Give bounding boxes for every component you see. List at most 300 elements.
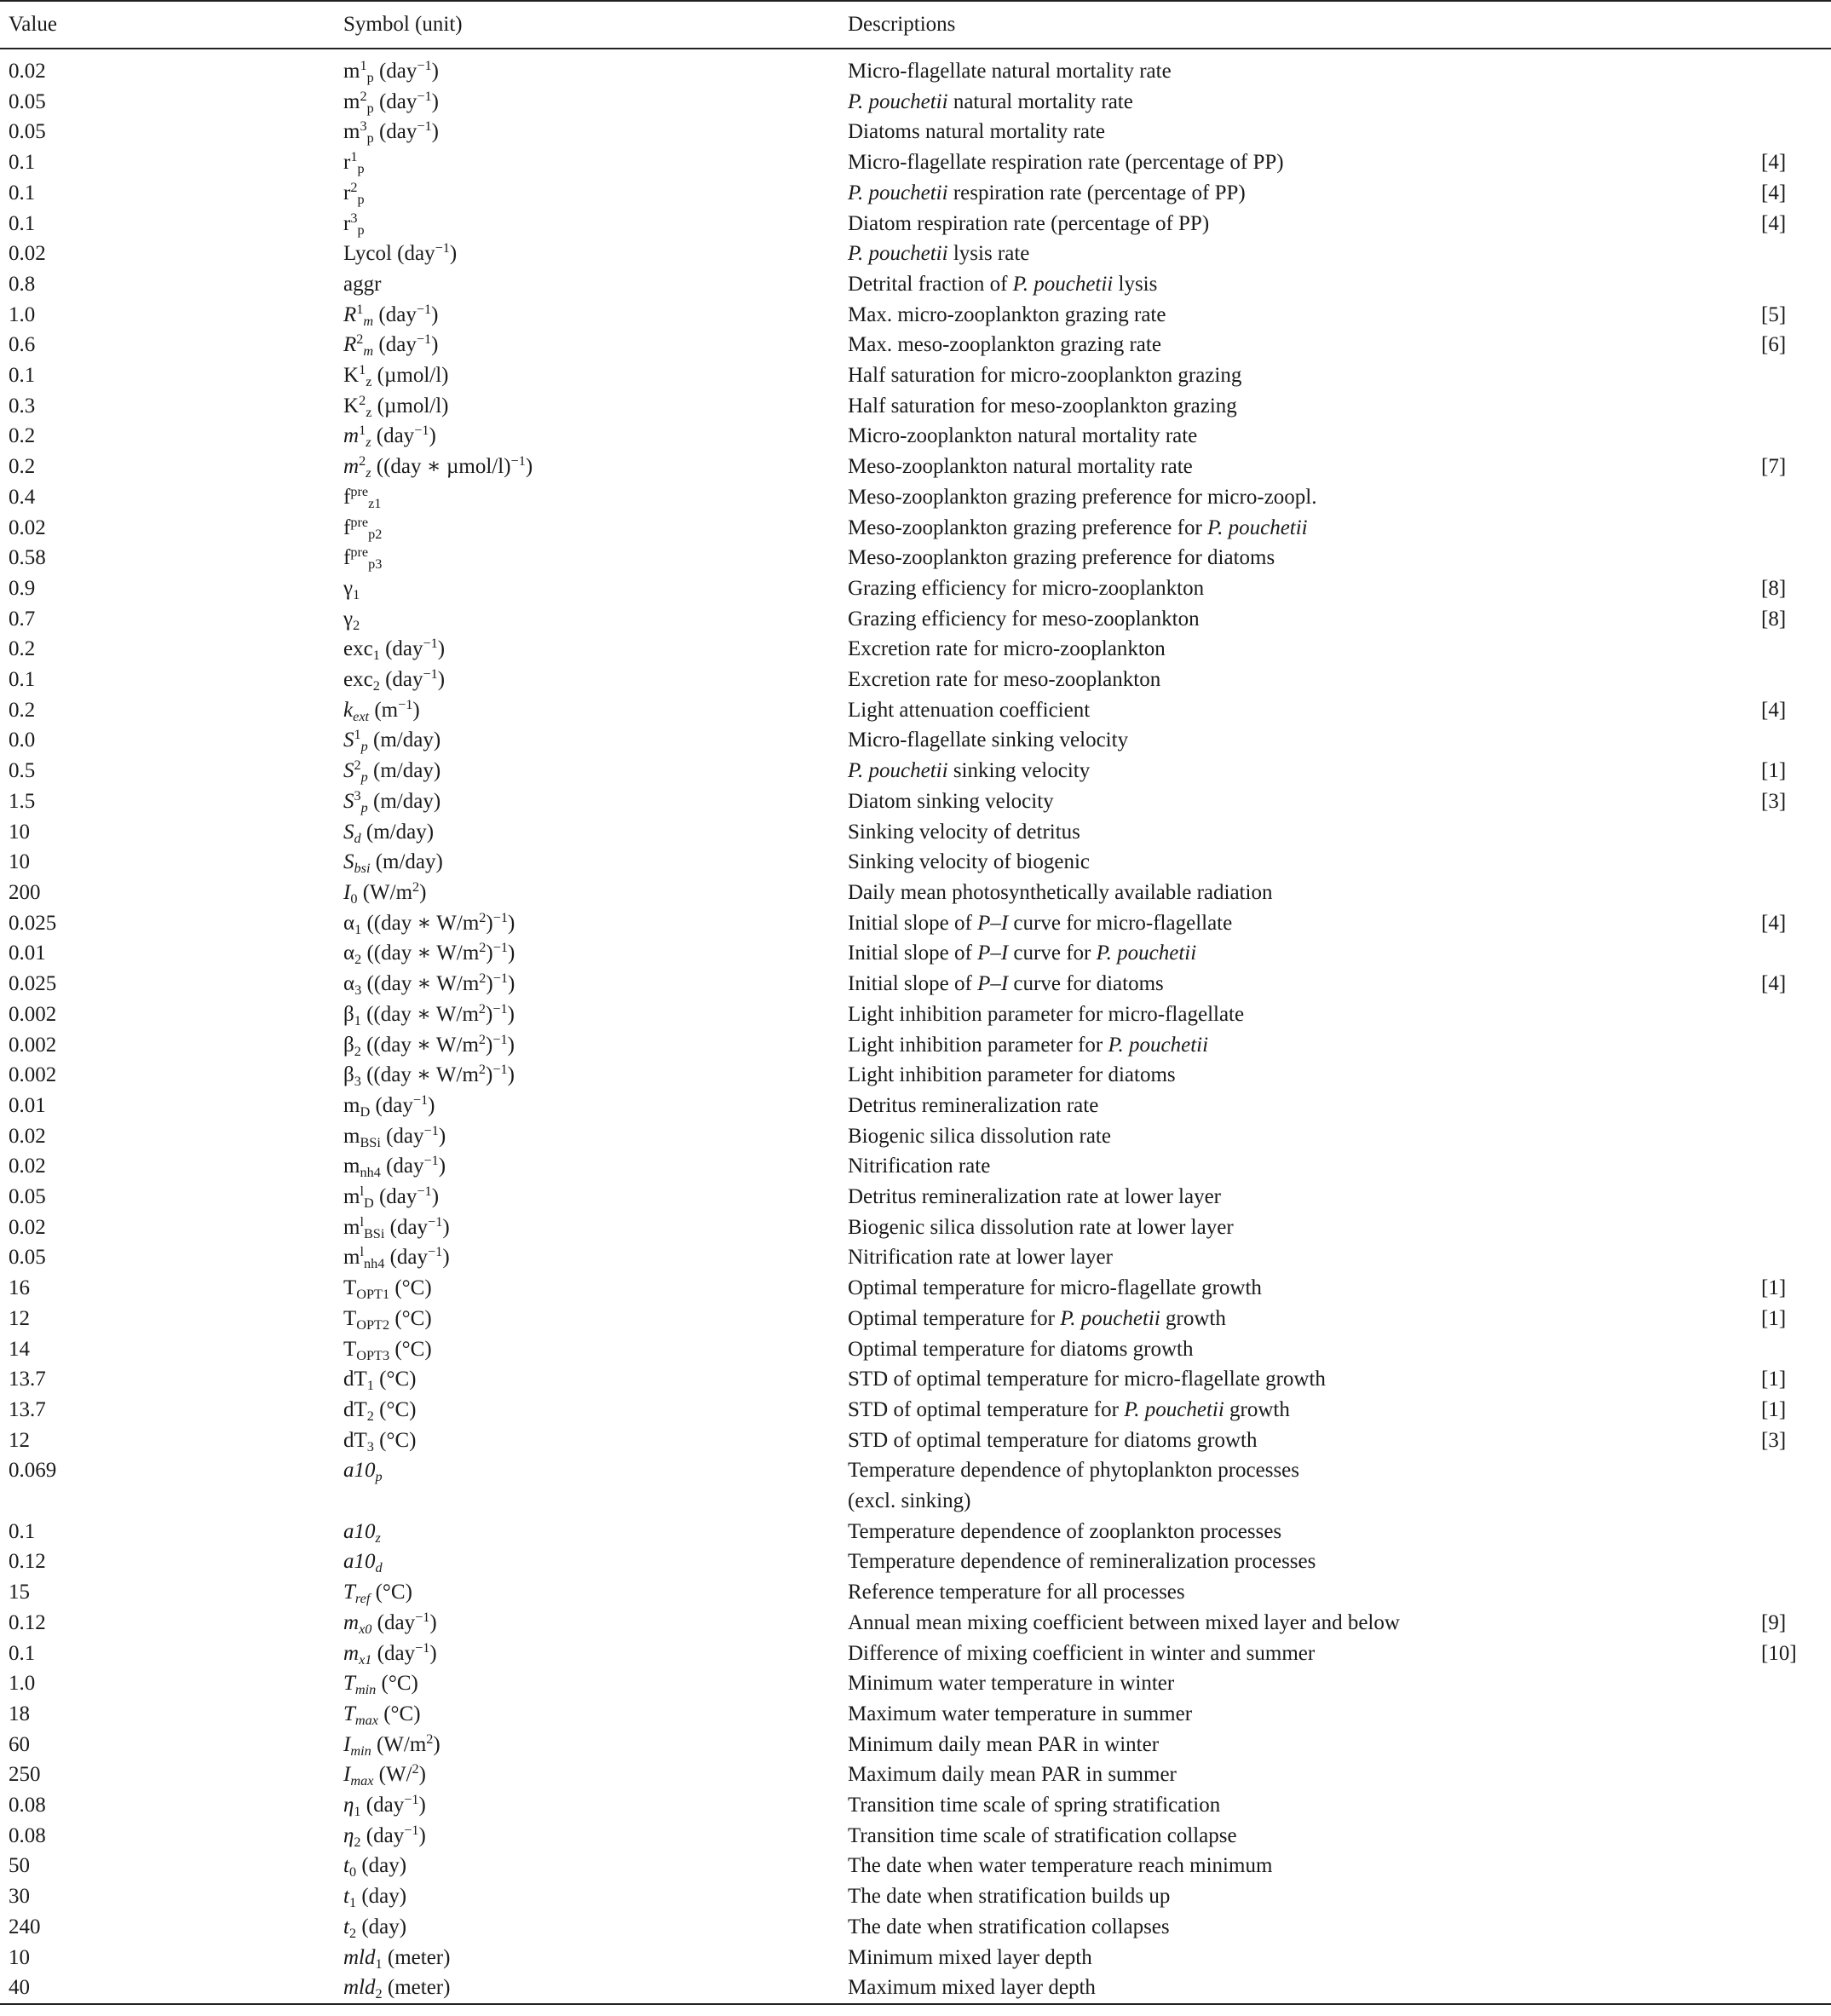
table-row — [0, 1060, 1831, 1091]
table-row — [0, 1973, 1831, 2004]
cell-symbol: $K^1_z$ (µmol/l) — [343, 362, 449, 389]
cell-value: 10 — [9, 1945, 30, 1969]
cell-reference: [4] — [1761, 181, 1787, 204]
cell-symbol: $m_{BSi}$ (day$^{-1}$) — [343, 1122, 446, 1150]
cell-value: 50 — [9, 1854, 30, 1878]
cell-description: Excretion rate for micro-zooplankton — [848, 637, 1166, 661]
cell-reference — [1761, 49, 1831, 87]
table-row — [0, 1851, 1831, 1881]
cell-reference — [1761, 1790, 1831, 1821]
table-row — [0, 421, 1831, 452]
cell-symbol: exc$_2$ (day$^{-1}$) — [343, 666, 446, 694]
cell-symbol: $S_{bsi}$ (m/day) — [343, 850, 443, 877]
cell-symbol: $m_D$ (day$^{-1}$) — [343, 1092, 435, 1120]
cell-reference — [1761, 1060, 1831, 1091]
cell-reference — [1761, 421, 1831, 452]
cell-symbol: mld$_2$ (meter) — [335, 1973, 839, 2004]
cell-reference — [1761, 999, 1831, 1030]
table-row — [0, 1091, 1831, 1121]
cell-symbol: $m_{x0}$ (day$^{-1}$) — [343, 1609, 437, 1637]
cell-symbol: exc$_1$ (day$^{-1}$) — [343, 636, 446, 664]
cell-description: Light attenuation coefficient — [848, 698, 1091, 722]
table-row — [0, 1212, 1831, 1243]
cell-description: STD of optimal temperature for diatoms growth — [848, 1428, 1258, 1452]
cell-symbol: $R^2_m$ (day$^{-1}$) — [343, 331, 439, 360]
cell-symbol: Lycol (day$^{-1}$) — [343, 240, 458, 266]
table-row — [0, 300, 1831, 331]
cell-symbol: $\beta_2$ ((day ∗ $W/m^2)^{-1}$) — [343, 1031, 515, 1059]
cell-reference: [1] — [1761, 1368, 1787, 1391]
table-row — [0, 604, 1831, 635]
cell-description: Detritus remineralization rate at lower layer — [848, 1185, 1221, 1209]
table-row — [0, 1699, 1831, 1730]
cell-value: 0.12 — [9, 1550, 46, 1574]
header-value: Value — [0, 1, 335, 49]
cell-reference: [4] — [1761, 151, 1787, 175]
cell-value: 240 — [9, 1915, 41, 1938]
cell-description: Annual mean mixing coefficient between mixed layer and below — [848, 1610, 1400, 1634]
cell-description: Detrital fraction of P. pouchetii lysis — [848, 272, 1158, 296]
table-row — [0, 391, 1831, 422]
cell-symbol: $r^2_p$ — [343, 179, 365, 207]
cell-value: 0.1 — [9, 211, 36, 235]
cell-symbol: $dT_2$ (°C) — [343, 1397, 417, 1424]
cell-symbol: $\eta_1$ (day$^{-1}$) — [343, 1792, 426, 1819]
cell-symbol: $m^l_D$ (day$^{-1}$) — [343, 1184, 440, 1211]
cell-reference — [1761, 543, 1831, 573]
cell-description: Biogenic silica dissolution rate — [848, 1124, 1111, 1148]
cell-value: 0.1 — [9, 151, 36, 175]
cell-value: 0.3 — [9, 394, 36, 418]
cell-description: The date when stratification collapses — [848, 1915, 1170, 1938]
cell-value: 0.05 — [9, 120, 46, 144]
cell-reference: [9] — [1761, 1610, 1787, 1634]
cell-reference — [1761, 1668, 1831, 1699]
cell-value: 250 — [9, 1763, 41, 1787]
cell-reference — [1761, 817, 1831, 848]
cell-reference — [1761, 1455, 1831, 1516]
cell-description: Temperature dependence of phytoplankton processes (excl. sinking) — [848, 1459, 1299, 1513]
cell-description: Micro-flagellate respiration rate (percentage of PP) — [848, 151, 1284, 175]
cell-reference — [1761, 847, 1831, 878]
table-row — [0, 847, 1831, 878]
table-row — [0, 1577, 1831, 1608]
cell-reference — [1761, 1943, 1831, 1973]
cell-reference: [1] — [1761, 1306, 1787, 1330]
cell-symbol: $t_2$ (day) — [343, 1915, 407, 1941]
cell-symbol: $T_{OPT1}$ (°C) — [343, 1276, 432, 1302]
cell-description: Light inhibition parameter for micro-flagellate — [848, 1002, 1245, 1026]
cell-value: 10 — [9, 850, 30, 874]
cell-value: 12 — [9, 1428, 30, 1452]
header-description: Descriptions — [839, 1, 1761, 49]
cell-description: P. pouchetii sinking velocity — [848, 759, 1091, 783]
cell-description: Minimum daily mean PAR in winter — [848, 1732, 1160, 1756]
cell-description: Sinking velocity of detritus — [848, 820, 1080, 844]
cell-reference: [3] — [1761, 789, 1787, 813]
cell-value: 0.02 — [9, 1215, 46, 1239]
cell-description: Half saturation for meso-zooplankton grazing — [848, 394, 1237, 418]
cell-symbol: $f^{pre}_{z1}$ — [343, 483, 382, 511]
cell-description: Diatom respiration rate (percentage of PP) — [848, 211, 1210, 235]
cell-value: 0.2 — [9, 698, 36, 722]
table-body — [0, 49, 1831, 2004]
table-row — [0, 1030, 1831, 1061]
cell-description: Biogenic silica dissolution rate at lower layer — [848, 1215, 1234, 1239]
cell-symbol: $\eta_2$ (day$^{-1}$) — [343, 1822, 426, 1850]
cell-value: 0.05 — [9, 1185, 46, 1209]
cell-value: 13.7 — [9, 1397, 46, 1421]
table-row — [0, 1730, 1831, 1760]
cell-value: 0.2 — [9, 637, 36, 661]
cell-symbol: $T_{OPT3}$ (°C) — [343, 1337, 432, 1363]
table-row — [0, 1242, 1831, 1273]
cell-reference — [1761, 1881, 1831, 1912]
cell-reference — [1761, 87, 1831, 118]
cell-description: Meso-zooplankton grazing preference for micro-zoopl. — [848, 485, 1317, 509]
cell-value: 0.1 — [9, 1519, 36, 1543]
cell-description: Initial slope of P–I curve for diatoms — [848, 972, 1164, 996]
table-row — [0, 1608, 1831, 1639]
cell-symbol: $\alpha_3$ ((day ∗ $W/m^2)^{-1}$) — [343, 971, 515, 998]
cell-symbol: $a10_d$ — [343, 1550, 383, 1576]
cell-description: P. pouchetii respiration rate (percentage of PP) — [848, 181, 1246, 204]
cell-value: 0.6 — [9, 333, 36, 357]
cell-symbol: $k_{ext}$ $(m^{-1})$ — [343, 696, 420, 724]
cell-value: 0.5 — [9, 759, 36, 783]
table-row — [0, 999, 1831, 1030]
table-row — [0, 1395, 1831, 1426]
cell-description: Maximum water temperature in summer — [848, 1702, 1193, 1725]
cell-reference: [8] — [1761, 576, 1787, 600]
cell-reference — [1761, 665, 1831, 695]
table-row — [0, 756, 1831, 786]
cell-symbol: aggr — [343, 272, 382, 296]
cell-description: Detritus remineralization rate — [848, 1093, 1099, 1117]
cell-value: 40 — [0, 1973, 335, 2004]
cell-symbol: $I_{min}$ $(W/m^2)$ — [343, 1731, 440, 1759]
cell-symbol: $S^2_p$ (m/day) — [343, 757, 441, 786]
cell-value: 1.0 — [9, 1672, 36, 1696]
cell-reference — [1761, 878, 1831, 908]
table-row — [0, 1182, 1831, 1212]
cell-symbol: $K^2_z$ (µmol/l) — [343, 392, 449, 420]
cell-value: 0.2 — [9, 455, 36, 479]
cell-value: 14 — [9, 1337, 30, 1361]
cell-description: Optimal temperature for micro-flagellate growth — [848, 1276, 1262, 1300]
table-row — [0, 1151, 1831, 1182]
cell-description: Diatom sinking velocity — [848, 789, 1054, 813]
table-row — [0, 969, 1831, 999]
cell-value: 0.02 — [9, 516, 46, 539]
cell-value: 0.002 — [9, 1033, 57, 1057]
cell-value: 0.2 — [9, 424, 36, 448]
cell-reference: [5] — [1761, 302, 1787, 326]
cell-symbol: $I_{max}$ (W/$^2$) — [343, 1761, 426, 1789]
cell-description: Optimal temperature for P. pouchetii growth — [848, 1306, 1226, 1330]
cell-value: 0.58 — [9, 546, 46, 570]
cell-reference: [4] — [1761, 211, 1787, 235]
cell-description: Sinking velocity of biogenic — [848, 850, 1090, 874]
cell-description: Meso-zooplankton grazing preference for diatoms — [848, 546, 1275, 570]
cell-reference — [1761, 1121, 1831, 1152]
table-row — [0, 513, 1831, 544]
cell-symbol: $m^1_p$ (day$^{-1}$) — [343, 58, 439, 85]
table-row — [0, 695, 1831, 726]
cell-value: 60 — [9, 1732, 30, 1756]
table-row — [0, 147, 1831, 178]
cell-value: 0.05 — [9, 1246, 46, 1270]
cell-symbol: $a10_z$ — [343, 1519, 381, 1546]
table-row — [0, 1455, 1831, 1516]
cell-description: STD of optimal temperature for micro-flagellate growth — [848, 1368, 1326, 1391]
table-row — [0, 49, 1831, 87]
table-row — [0, 1121, 1831, 1152]
cell-symbol: $r^3_p$ — [343, 210, 365, 238]
cell-symbol: $m^2_z$ ((day ∗ µmol/l)$^{-1}$) — [343, 453, 533, 481]
cell-reference — [1761, 1760, 1831, 1790]
cell-value: 0.4 — [9, 485, 36, 509]
cell-description: Micro-flagellate natural mortality rate — [848, 60, 1172, 83]
cell-description: P. pouchetii natural mortality rate — [848, 89, 1133, 113]
cell-value: 0.1 — [9, 1641, 36, 1665]
table-row — [0, 482, 1831, 513]
cell-reference — [1761, 1091, 1831, 1121]
cell-value: 0.002 — [9, 1063, 57, 1087]
cell-reference — [1761, 1851, 1831, 1881]
cell-value: 1.5 — [9, 789, 36, 813]
table-row — [0, 330, 1831, 360]
cell-value: 30 — [9, 1885, 30, 1909]
cell-symbol: $m^l_{nh4}$ (day$^{-1}$) — [343, 1244, 450, 1272]
cell-reference — [1761, 1730, 1831, 1760]
table-row — [0, 1426, 1831, 1456]
cell-description: Temperature dependence of remineralization processes — [848, 1550, 1316, 1574]
cell-symbol: $T_{min}$ (°C) — [343, 1672, 418, 1698]
table-row — [0, 360, 1831, 391]
cell-reference — [1761, 1334, 1831, 1365]
cell-value: 0.02 — [9, 1124, 46, 1148]
cell-value: 0.7 — [9, 607, 36, 631]
cell-reference: [1] — [1761, 759, 1787, 783]
cell-symbol: $\gamma_1$ — [343, 576, 360, 602]
cell-reference — [1761, 938, 1831, 969]
cell-symbol: $I_0$ $(W/m^2)$ — [343, 879, 427, 907]
cell-symbol: $\beta_3$ ((day ∗ $W/m^2)^{-1}$) — [343, 1062, 515, 1090]
cell-reference: [4] — [1761, 698, 1787, 722]
cell-description: Micro-zooplankton natural mortality rate — [848, 424, 1198, 448]
cell-symbol: $\alpha_1$ ((day ∗ $W/m^2)^{-1}$) — [343, 909, 515, 937]
cell-description: Transition time scale of spring stratification — [848, 1794, 1221, 1817]
cell-reference — [1761, 391, 1831, 422]
cell-symbol: $f^{pre}_{p2}$ — [343, 514, 383, 542]
table-row — [0, 1364, 1831, 1395]
table-row — [0, 239, 1831, 269]
cell-description: Meso-zooplankton natural mortality rate — [848, 455, 1193, 479]
cell-description: Maximum mixed layer depth — [839, 1973, 1761, 2004]
table-row — [0, 817, 1831, 848]
cell-symbol: $m_{nh4}$ (day$^{-1}$) — [343, 1153, 446, 1181]
table-row — [0, 878, 1831, 908]
cell-symbol: $r^1_p$ — [343, 149, 365, 176]
cell-value: 12 — [9, 1306, 30, 1330]
cell-value: 0.002 — [9, 1002, 57, 1026]
table-row — [0, 178, 1831, 209]
cell-symbol: $S^3_p$ (m/day) — [343, 787, 441, 815]
table-row — [0, 269, 1831, 300]
table-row — [0, 1304, 1831, 1334]
cell-symbol: $\alpha_2$ ((day ∗ $W/m^2)^{-1}$) — [343, 940, 515, 968]
cell-symbol: $m_{x1}$ (day$^{-1}$) — [343, 1639, 437, 1668]
cell-description: Temperature dependence of zooplankton processes — [848, 1519, 1282, 1543]
cell-description: STD of optimal temperature for P. pouchetii growth — [848, 1397, 1290, 1421]
header-symbol: Symbol (unit) — [335, 1, 839, 49]
table-row — [0, 1881, 1831, 1912]
cell-value: 0.8 — [9, 272, 36, 296]
cell-reference — [1761, 634, 1831, 665]
cell-symbol: $T_{ref}$ (°C) — [343, 1581, 412, 1607]
cell-reference: [4] — [1761, 911, 1787, 935]
cell-reference: [6] — [1761, 333, 1787, 357]
cell-reference — [1761, 1242, 1831, 1273]
cell-reference — [1761, 239, 1831, 269]
table-row — [0, 1273, 1831, 1304]
cell-symbol: $t_0$ (day) — [343, 1854, 407, 1881]
cell-value: 0.025 — [9, 972, 57, 996]
cell-value: 200 — [9, 880, 41, 904]
cell-reference: [1] — [1761, 1397, 1787, 1421]
cell-symbol: $T_{max}$ (°C) — [343, 1702, 421, 1728]
cell-reference: [8] — [1761, 607, 1787, 631]
cell-description: Minimum water temperature in winter — [848, 1672, 1175, 1696]
table-row — [0, 1547, 1831, 1577]
cell-reference — [1761, 725, 1831, 756]
cell-description: Initial slope of P–I curve for P. pouchetii — [848, 942, 1197, 965]
cell-symbol: $m^2_p$ (day$^{-1}$) — [343, 88, 439, 116]
cell-symbol: $m^l_{BSi}$ (day$^{-1}$) — [343, 1213, 450, 1241]
cell-value: 0.02 — [9, 60, 46, 83]
cell-reference: [1] — [1761, 1276, 1787, 1300]
cell-value: 0.08 — [9, 1794, 46, 1817]
table-row — [0, 1821, 1831, 1852]
cell-value: 0.12 — [9, 1610, 46, 1634]
table-row — [0, 938, 1831, 969]
cell-reference — [1761, 360, 1831, 391]
cell-description: Max. micro-zooplankton grazing rate — [848, 302, 1166, 326]
cell-symbol: $T_{OPT2}$ (°C) — [343, 1306, 432, 1333]
cell-reference: [7] — [1761, 455, 1787, 479]
table-row — [0, 117, 1831, 147]
cell-symbol: $\beta_1$ ((day ∗ $W/m^2)^{-1}$) — [343, 1000, 515, 1028]
cell-reference — [1761, 1821, 1831, 1852]
table-row — [0, 634, 1831, 665]
cell-reference — [1761, 117, 1831, 147]
cell-description: Maximum daily mean PAR in summer — [848, 1763, 1177, 1787]
table-row — [0, 665, 1831, 695]
cell-reference — [1761, 1547, 1831, 1577]
cell-value: 13.7 — [9, 1368, 46, 1391]
header-reference — [1761, 1, 1831, 49]
cell-value: 18 — [9, 1702, 30, 1725]
cell-symbol: $t_1$ (day) — [343, 1885, 407, 1911]
cell-reference — [1761, 1577, 1831, 1608]
cell-value: 15 — [9, 1581, 30, 1604]
cell-description: Optimal temperature for diatoms growth — [848, 1337, 1194, 1361]
cell-description: Grazing efficiency for meso-zooplankton — [848, 607, 1200, 631]
cell-description: Meso-zooplankton grazing preference for P. pouchetii — [848, 516, 1308, 539]
cell-description: P. pouchetii lysis rate — [848, 242, 1030, 266]
cell-symbol: $a10_p$ — [343, 1459, 383, 1485]
cell-description: Minimum mixed layer depth — [848, 1945, 1092, 1969]
cell-symbol: $R^1_m$ (day$^{-1}$) — [343, 301, 439, 329]
cell-description: Grazing efficiency for micro-zooplankton — [848, 576, 1205, 600]
header-row — [0, 1, 1831, 49]
table-row — [0, 543, 1831, 573]
cell-symbol: $m^1_z$ (day$^{-1}$) — [343, 423, 436, 451]
table-row — [0, 1639, 1831, 1669]
cell-reference — [1761, 1699, 1831, 1730]
cell-value: 0.1 — [9, 364, 36, 388]
cell-value: 10 — [9, 820, 30, 844]
cell-description: The date when water temperature reach minimum — [848, 1854, 1273, 1878]
cell-description: Micro-flagellate sinking velocity — [848, 729, 1129, 752]
cell-value: 0.069 — [9, 1459, 57, 1483]
cell-description: Half saturation for micro-zooplankton grazing — [848, 364, 1242, 388]
table-row — [0, 1334, 1831, 1365]
table-row — [0, 573, 1831, 604]
cell-description: Reference temperature for all processes — [848, 1581, 1185, 1604]
cell-reference: [4] — [1761, 972, 1787, 996]
cell-description: Difference of mixing coefficient in winter and summer — [848, 1641, 1316, 1665]
cell-description: Excretion rate for meso-zooplankton — [848, 668, 1161, 692]
cell-description: Light inhibition parameter for P. pouchetii — [848, 1033, 1209, 1057]
cell-value: 0.08 — [9, 1823, 46, 1847]
cell-reference — [1761, 269, 1831, 300]
cell-reference — [1761, 1912, 1831, 1943]
cell-reference: [3] — [1761, 1428, 1787, 1452]
cell-reference — [1761, 1973, 1831, 2004]
cell-value: 0.02 — [9, 242, 46, 266]
cell-value: 0.9 — [9, 576, 36, 600]
table-row — [0, 1668, 1831, 1699]
cell-value: 0.02 — [9, 1155, 46, 1178]
cell-reference — [1761, 1030, 1831, 1061]
table-row — [0, 87, 1831, 118]
cell-description: Initial slope of P–I curve for micro-flagellate — [848, 911, 1233, 935]
cell-symbol: $f^{pre}_{p3}$ — [343, 544, 383, 573]
cell-reference — [1761, 1182, 1831, 1212]
cell-description: Diatoms natural mortality rate — [848, 120, 1105, 144]
table-row — [0, 1517, 1831, 1547]
table-row — [0, 1790, 1831, 1821]
cell-value: 0.1 — [9, 181, 36, 204]
table-row — [0, 1760, 1831, 1790]
table-row — [0, 786, 1831, 817]
cell-description: Daily mean photosynthetically available radiation — [848, 880, 1273, 904]
cell-description: Nitrification rate — [848, 1155, 991, 1178]
cell-reference — [1761, 1517, 1831, 1547]
cell-value: 0.1 — [9, 668, 36, 692]
cell-symbol: mld$_1$ (meter) — [343, 1945, 451, 1972]
cell-description: Nitrification rate at lower layer — [848, 1246, 1113, 1270]
cell-symbol: $m^3_p$ (day$^{-1}$) — [343, 118, 439, 147]
cell-value: 16 — [9, 1276, 30, 1300]
table-row — [0, 725, 1831, 756]
table-header — [0, 1, 1831, 49]
cell-reference — [1761, 482, 1831, 513]
cell-symbol: $S_d$ (m/day) — [343, 820, 435, 846]
cell-value: 0.01 — [9, 1093, 46, 1117]
